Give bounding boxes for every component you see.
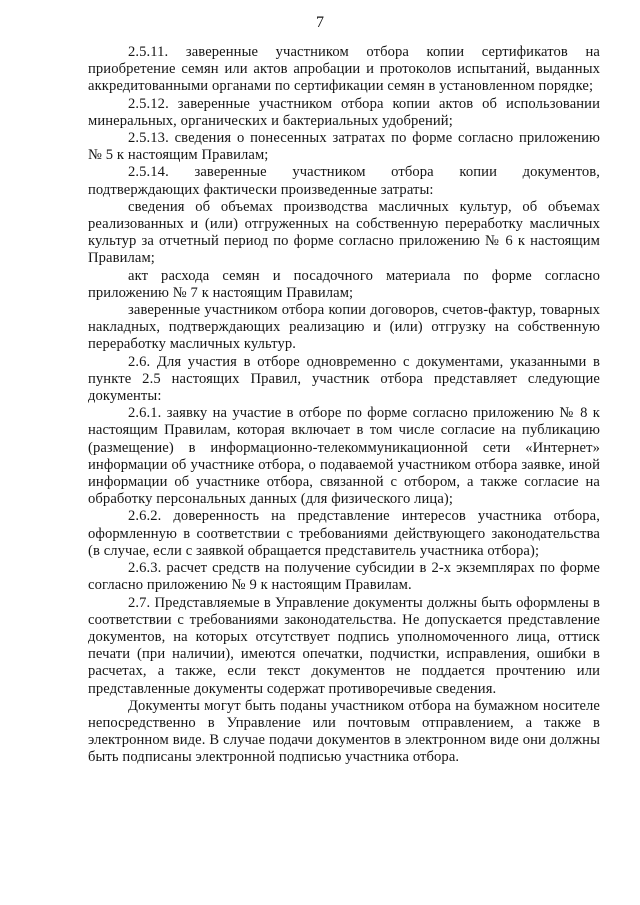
paragraph-seed-act: акт расхода семян и посадочного материала по форме согласно приложению № 7 к настоящим Правилам;	[88, 267, 600, 301]
paragraph-2-6-3: 2.6.3. расчет средств на получение субсидии в 2-х экземплярах по форме согласно приложению № 9 к настоящим Правилам.	[88, 560, 600, 594]
paragraph-2-5-12: 2.5.12. заверенные участником отбора копии актов об использовании минеральных, органических и бактериальных удобрений;	[88, 95, 600, 129]
paragraph-2-6-1: 2.6.1. заявку на участие в отборе по форме согласно приложению № 8 к настоящим Правилам, которая включает в том числе согласие на публикацию (размещение) в информационно-телекоммуникационной сети «Интернет» информации об участнике отбора, о подаваемой участником отбора заявке, иной информации об участнике отбора, связанной с отбором, а также согласие на обработку персональных данных (для физического лица);	[88, 405, 600, 508]
paragraph-2-5-14: 2.5.14. заверенные участником отбора копии документов, подтверждающих фактически произведенные затраты:	[88, 164, 600, 198]
paragraph-submission: Документы могут быть поданы участником отбора на бумажном носителе непосредственно в Управление или почтовым отправлением, а также в электронном виде. В случае подачи документов в электронном виде они должны быть подписаны электронной подписью участника отбора.	[88, 697, 600, 766]
document-body	[88, 44, 600, 767]
paragraph-production-info: сведения об объемах производства масличных культур, об объемах реализованных и (или) отгруженных на собственную переработку масличных культур за отчетный период по форме согласно приложению № 6 к настоящим Правилам;	[88, 198, 600, 267]
page-number: 7	[315, 14, 325, 31]
paragraph-2-5-13: 2.5.13. сведения о понесенных затратах по форме согласно приложению № 5 к настоящим Правилам;	[88, 130, 600, 164]
paragraph-2-7: 2.7. Представляемые в Управление документы должны быть оформлены в соответствии с требованиями законодательства. Не допускается представление документов, на которых отсутствует подпись уполномоченного лица, оттиск печати (при наличии), имеются опечатки, подчистки, исправления, ошибки в расчетах, а также, если текст документов не поддается прочтению или представленные документы содержат противоречивые сведения.	[88, 594, 600, 697]
paragraph-contracts: заверенные участником отбора копии договоров, счетов-фактур, товарных накладных, подтверждающих реализацию и (или) отгрузку на собственную переработку масличных культур.	[88, 302, 600, 353]
paragraph-2-6: 2.6. Для участия в отборе одновременно с документами, указанными в пункте 2.5 настоящих Правил, участник отбора представляет следующие документы:	[88, 353, 600, 405]
paragraph-2-6-2: 2.6.2. доверенность на представление интересов участника отбора, оформленную в соответствии с требованиями действующего законодательства (в случае, если с заявкой обращается представитель участника отбора);	[88, 508, 600, 559]
paragraph-2-5-11: 2.5.11. заверенные участником отбора копии сертификатов на приобретение семян или актов апробации и протоколов испытаний, выданных аккредитованными органами по сертификации семян в установленном порядке;	[88, 44, 600, 95]
